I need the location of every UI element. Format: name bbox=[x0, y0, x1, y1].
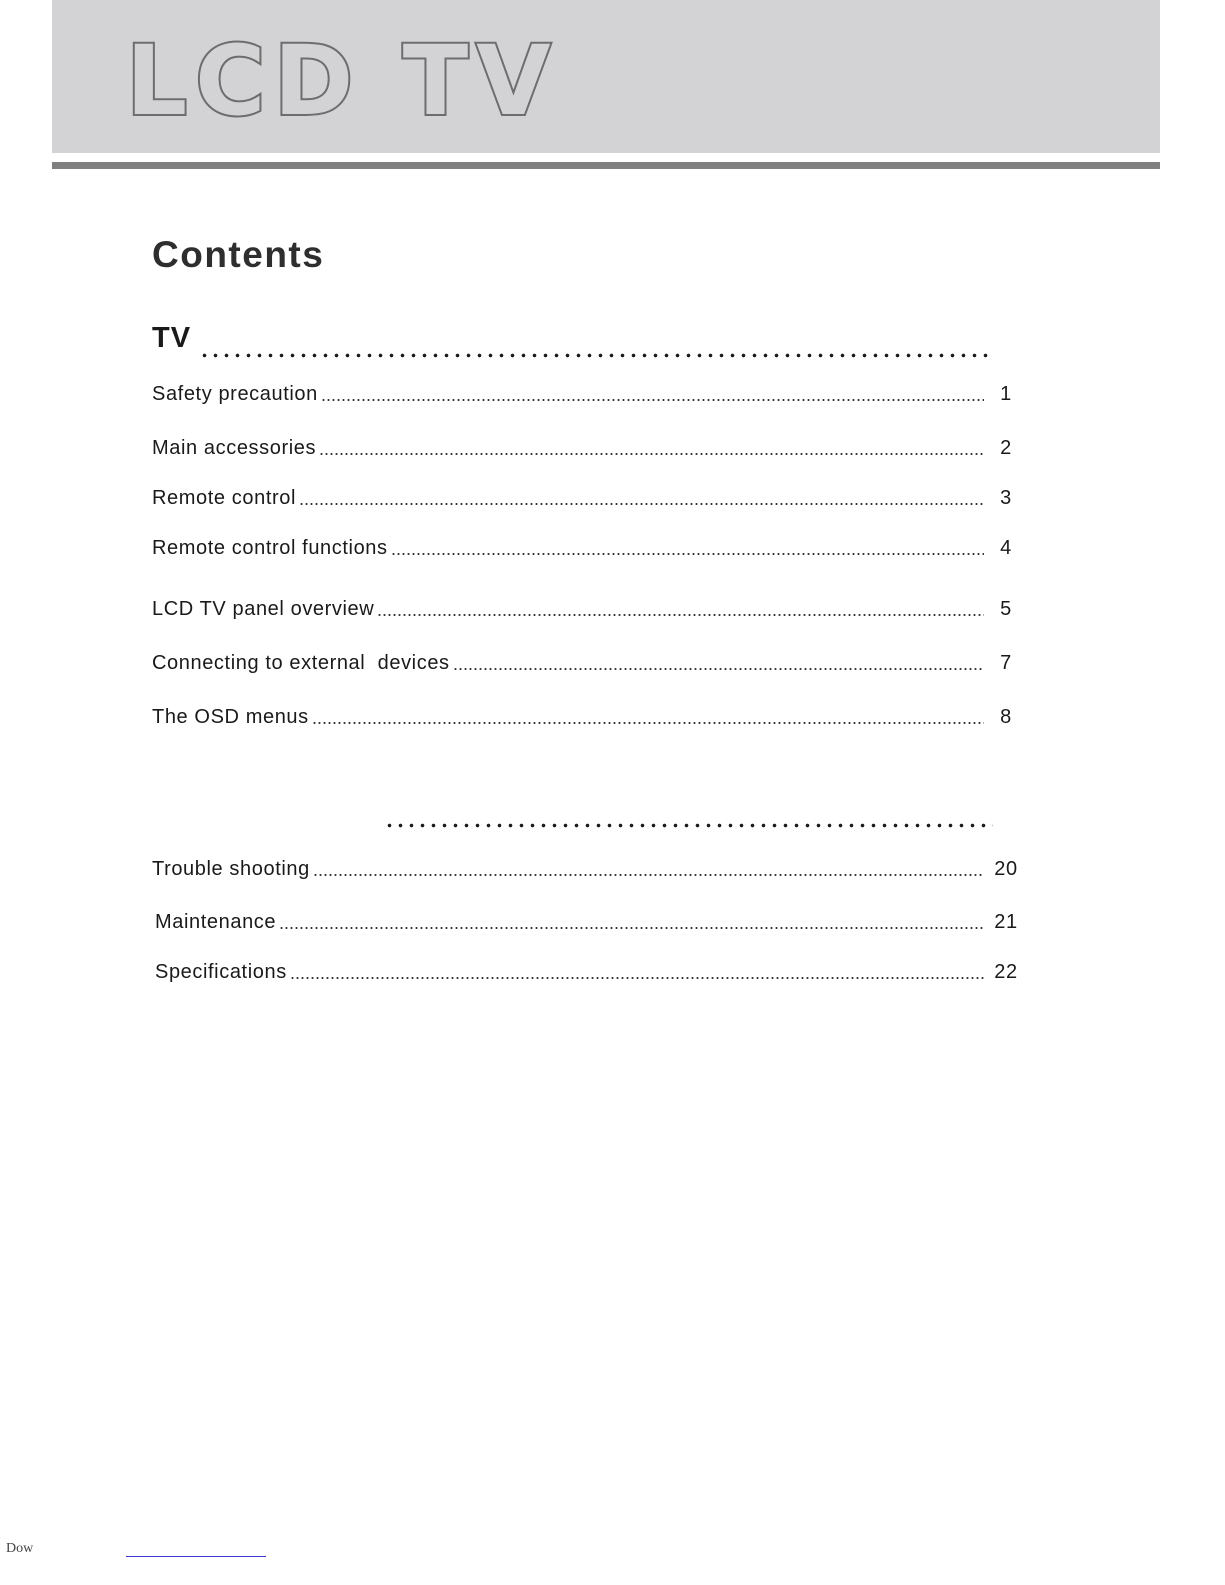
toc-entry[interactable] bbox=[152, 484, 1024, 510]
toc-page-number: 8 bbox=[1000, 706, 1012, 728]
toc-entry-label: Main accessories bbox=[152, 437, 317, 459]
toc-entry-label: Remote control bbox=[152, 487, 297, 509]
toc-leader-dots bbox=[391, 552, 984, 556]
toc-entry-label: Safety precaution bbox=[152, 383, 318, 405]
toc-entry[interactable] bbox=[152, 649, 1024, 675]
toc-page-number: 2 bbox=[1000, 437, 1012, 459]
toc-entry-label: Maintenance bbox=[155, 911, 277, 933]
toc-page-number: 4 bbox=[1000, 537, 1012, 559]
toc-leader-dots bbox=[319, 452, 984, 456]
toc-entry-label: Specifications bbox=[155, 961, 287, 983]
toc-leader-dots bbox=[312, 721, 984, 725]
header-divider bbox=[52, 162, 1160, 169]
section-leader-dots bbox=[384, 823, 993, 828]
toc-entry[interactable] bbox=[152, 855, 1024, 881]
toc-entry-label: Remote control functions bbox=[152, 537, 388, 559]
toc-entry[interactable] bbox=[152, 434, 1024, 460]
footer-link-underline[interactable] bbox=[126, 1556, 266, 1557]
toc-page-number: 22 bbox=[994, 961, 1018, 983]
section-heading-text: TV bbox=[152, 322, 192, 354]
toc-page-number: 20 bbox=[994, 858, 1018, 880]
toc-page-number: 5 bbox=[1000, 598, 1012, 620]
toc-entry[interactable] bbox=[152, 534, 1024, 560]
toc-page-number: 3 bbox=[1000, 487, 1012, 509]
logo-text: LCD TV bbox=[126, 38, 559, 120]
toc-leader-dots bbox=[299, 502, 984, 506]
contents-title: Contents bbox=[152, 234, 325, 275]
toc-entry-label: Connecting to external devices bbox=[152, 652, 450, 674]
toc-entry[interactable] bbox=[155, 958, 1024, 984]
toc-leader-dots bbox=[377, 613, 984, 617]
toc-entry[interactable] bbox=[152, 703, 1024, 729]
toc-leader-dots bbox=[321, 398, 984, 402]
toc-page-number: 7 bbox=[1000, 652, 1012, 674]
toc-entry-label: The OSD menus bbox=[152, 706, 309, 728]
section-heading-2 bbox=[152, 796, 997, 832]
footer-text: Dow bbox=[6, 1541, 34, 1556]
lcd-tv-logo bbox=[124, 38, 594, 120]
toc-entry-label: Trouble shooting bbox=[152, 858, 310, 880]
toc-leader-dots bbox=[279, 926, 984, 930]
toc-entry[interactable] bbox=[152, 595, 1024, 621]
toc-leader-dots bbox=[290, 976, 984, 980]
toc-entry-label: LCD TV panel overview bbox=[152, 598, 375, 620]
section-heading-tv bbox=[152, 322, 997, 362]
toc-leader-dots bbox=[313, 873, 984, 877]
toc-page-number: 1 bbox=[1000, 383, 1012, 405]
toc-leader-dots bbox=[453, 667, 984, 671]
toc-entry[interactable] bbox=[155, 908, 1024, 934]
toc-entry[interactable] bbox=[152, 380, 1024, 406]
section-leader-dots bbox=[199, 353, 993, 358]
toc-page-number: 21 bbox=[994, 911, 1018, 933]
